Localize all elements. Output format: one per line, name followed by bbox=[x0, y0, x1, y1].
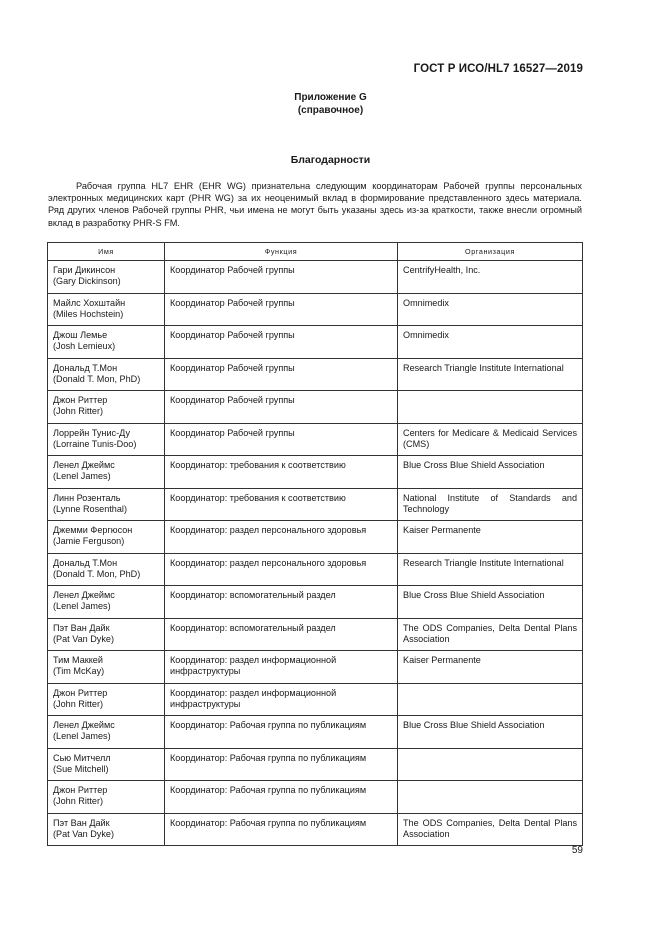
name-cell bbox=[48, 748, 165, 781]
column-header-role: Функция bbox=[165, 243, 398, 261]
organization-cell: Blue Cross Blue Shield Association bbox=[398, 456, 583, 489]
role-cell: Координатор: раздел персонального здоровья bbox=[165, 553, 398, 586]
name-cell bbox=[48, 521, 165, 554]
name-cell bbox=[48, 423, 165, 456]
table-row bbox=[48, 553, 583, 586]
appendix-heading bbox=[0, 92, 661, 117]
name-english: (Donald T. Mon, PhD) bbox=[53, 373, 141, 384]
column-header-organization: Организация bbox=[398, 243, 583, 261]
role-cell: Координатор: раздел информационной инфраструктуры bbox=[165, 683, 398, 716]
name-english: (Tim McKay) bbox=[53, 666, 105, 677]
table-row bbox=[48, 293, 583, 326]
name-cell bbox=[48, 293, 165, 326]
table-row bbox=[48, 683, 583, 716]
name-russian: Дональд Т.Мон bbox=[53, 557, 118, 568]
organization-cell bbox=[398, 683, 583, 716]
name-russian: Ленел Джеймс bbox=[53, 590, 115, 600]
table-row bbox=[48, 586, 583, 619]
table-row bbox=[48, 716, 583, 749]
table-row bbox=[48, 423, 583, 456]
name-english: (Lynne Rosenthal) bbox=[53, 503, 127, 514]
table-row bbox=[48, 488, 583, 521]
table-row bbox=[48, 391, 583, 424]
role-cell: Координатор: раздел персонального здоровья bbox=[165, 521, 398, 554]
name-cell bbox=[48, 261, 165, 294]
acknowledgements-table bbox=[47, 242, 583, 846]
name-russian: Дональд Т.Мон bbox=[53, 362, 118, 373]
name-english: (Lenel James) bbox=[53, 471, 111, 482]
name-russian: Гари Дикинсон bbox=[53, 265, 116, 275]
table-row bbox=[48, 618, 583, 651]
role-cell: Координатор: требования к соответствию bbox=[165, 488, 398, 521]
role-cell: Координатор Рабочей группы bbox=[165, 391, 398, 424]
column-header-name: Имя bbox=[48, 243, 165, 261]
name-cell bbox=[48, 651, 165, 684]
name-cell bbox=[48, 618, 165, 651]
document-standard-header: ГОСТ Р ИСО/HL7 16527—2019 bbox=[413, 63, 583, 75]
name-cell bbox=[48, 358, 165, 391]
table-row bbox=[48, 781, 583, 814]
role-cell: Координатор: Рабочая группа по публикациям bbox=[165, 813, 398, 846]
organization-cell: Research Triangle Institute International bbox=[398, 358, 583, 391]
intro-paragraph bbox=[48, 180, 582, 229]
role-cell: Координатор: Рабочая группа по публикациям bbox=[165, 716, 398, 749]
table-row bbox=[48, 651, 583, 684]
section-title: Благодарности bbox=[290, 154, 371, 166]
name-russian: Джемми Фергюсон bbox=[53, 525, 133, 535]
name-russian: Сью Митчелл bbox=[53, 752, 111, 763]
name-english: (John Ritter) bbox=[53, 796, 104, 807]
name-russian: Джон Риттер bbox=[53, 687, 108, 698]
name-english: (John Ritter) bbox=[53, 698, 104, 709]
organization-cell: Blue Cross Blue Shield Association bbox=[398, 586, 583, 619]
name-cell bbox=[48, 716, 165, 749]
role-cell: Координатор: Рабочая группа по публикациям bbox=[165, 748, 398, 781]
organization-cell bbox=[398, 781, 583, 814]
organization-cell bbox=[398, 391, 583, 424]
organization-cell: Centers for Medicare & Medicaid Services (CMS) bbox=[398, 423, 583, 456]
name-english: (Pat Van Dyke) bbox=[53, 633, 114, 644]
name-cell bbox=[48, 326, 165, 359]
table-header-row bbox=[48, 243, 583, 261]
organization-cell: Research Triangle Institute International bbox=[398, 553, 583, 586]
table-row bbox=[48, 358, 583, 391]
table-row bbox=[48, 261, 583, 294]
role-cell: Координатор: вспомогательный раздел bbox=[165, 586, 398, 619]
organization-cell: Kaiser Permanente bbox=[398, 521, 583, 554]
name-russian: Пэт Ван Дайк bbox=[53, 817, 110, 828]
name-cell bbox=[48, 456, 165, 489]
table-row bbox=[48, 521, 583, 554]
role-cell: Координатор Рабочей группы bbox=[165, 423, 398, 456]
table-row bbox=[48, 748, 583, 781]
name-english: (Pat Van Dyke) bbox=[53, 828, 114, 839]
role-cell: Координатор Рабочей группы bbox=[165, 326, 398, 359]
name-english: (Lenel James) bbox=[53, 731, 111, 742]
role-cell: Координатор Рабочей группы bbox=[165, 261, 398, 294]
name-english: (Sue Mitchell) bbox=[53, 763, 109, 774]
name-russian: Пэт Ван Дайк bbox=[53, 622, 110, 633]
name-english: (Miles Hochstein) bbox=[53, 308, 124, 319]
role-cell: Координатор: вспомогательный раздел bbox=[165, 618, 398, 651]
name-russian: Линн Розенталь bbox=[53, 492, 121, 503]
table-row bbox=[48, 456, 583, 489]
name-russian: Джон Риттер bbox=[53, 395, 108, 405]
name-russian: Лоррейн Тунис-Ду bbox=[53, 427, 130, 438]
role-cell: Координатор Рабочей группы bbox=[165, 358, 398, 391]
organization-cell: National Institute of Standards and Technology bbox=[398, 488, 583, 521]
name-russian: Джош Лемье bbox=[53, 330, 108, 340]
name-english: (Lorraine Tunis-Doo) bbox=[53, 438, 137, 449]
role-cell: Координатор Рабочей группы bbox=[165, 293, 398, 326]
organization-cell: The ODS Companies, Delta Dental Plans Association bbox=[398, 618, 583, 651]
name-cell bbox=[48, 683, 165, 716]
role-cell: Координатор: требования к соответствию bbox=[165, 456, 398, 489]
intro-text: Рабочая группа HL7 EHR (EHR WG) признательна следующим координаторам Рабочей группы персональных электронных медицинских карт (PHR WG) за их неоценимый вклад в формирование представленного здесь материала. Ряд других членов Рабочей группы PHR, чьи имена не могут быть указаны здесь из-за краткости, также внесли огромный вклад в разработку PHR-S FM. bbox=[48, 181, 582, 228]
name-cell bbox=[48, 781, 165, 814]
organization-cell: CentrifyHealth, Inc. bbox=[398, 261, 583, 294]
name-english: (Josh Lemieux) bbox=[53, 341, 116, 352]
name-english: (Donald T. Mon, PhD) bbox=[53, 568, 141, 579]
organization-cell: The ODS Companies, Delta Dental Plans Association bbox=[398, 813, 583, 846]
organization-cell bbox=[398, 748, 583, 781]
name-russian: Ленел Джеймс bbox=[53, 720, 115, 730]
organization-cell: Kaiser Permanente bbox=[398, 651, 583, 684]
name-english: (Jamie Ferguson) bbox=[53, 536, 125, 547]
table-body bbox=[48, 261, 583, 846]
role-cell: Координатор: раздел информационной инфраструктуры bbox=[165, 651, 398, 684]
page-number: 59 bbox=[571, 845, 583, 856]
appendix-subtitle: (справочное) bbox=[297, 104, 364, 116]
name-russian: Ленел Джеймс bbox=[53, 460, 115, 470]
appendix-title: Приложение G bbox=[294, 92, 367, 103]
organization-cell: Blue Cross Blue Shield Association bbox=[398, 716, 583, 749]
table-row bbox=[48, 326, 583, 359]
name-cell bbox=[48, 391, 165, 424]
role-cell: Координатор: Рабочая группа по публикациям bbox=[165, 781, 398, 814]
name-russian: Тим Маккей bbox=[53, 655, 103, 665]
name-russian: Джон Риттер bbox=[53, 785, 108, 795]
table-row bbox=[48, 813, 583, 846]
name-english: (Lenel James) bbox=[53, 601, 111, 612]
organization-cell: Omnimedix bbox=[398, 293, 583, 326]
name-english: (John Ritter) bbox=[53, 406, 104, 417]
name-english: (Gary Dickinson) bbox=[53, 276, 121, 287]
name-cell bbox=[48, 488, 165, 521]
organization-cell: Omnimedix bbox=[398, 326, 583, 359]
name-cell bbox=[48, 813, 165, 846]
name-russian: Майлс Хохштайн bbox=[53, 297, 126, 308]
name-cell bbox=[48, 553, 165, 586]
name-cell bbox=[48, 586, 165, 619]
